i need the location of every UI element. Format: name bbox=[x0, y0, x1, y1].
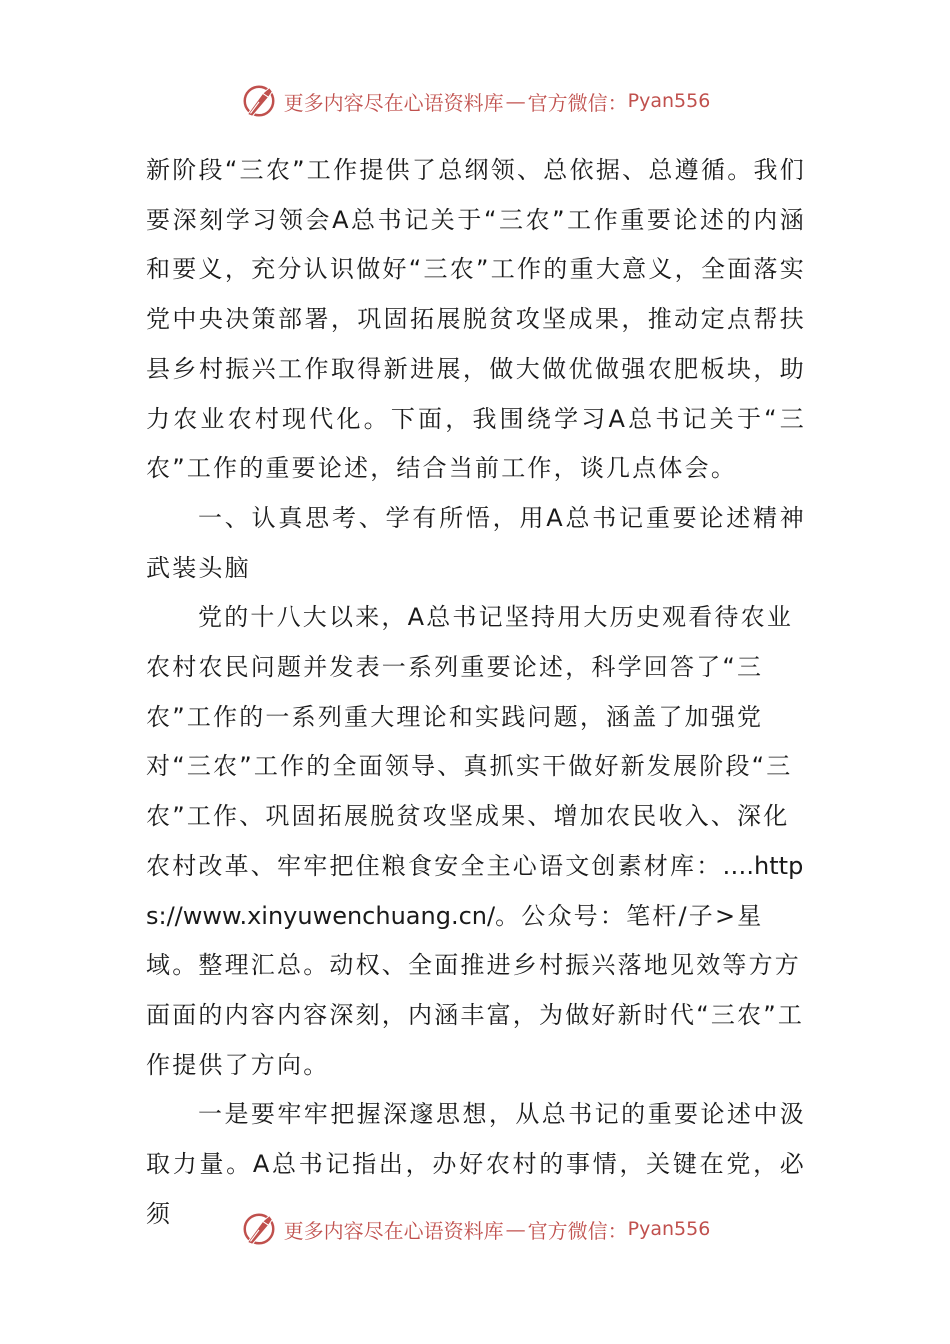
wechat-label: 官方微信： bbox=[527, 1218, 628, 1243]
paragraph-point-1: 一是要牢牢把握深邃思想，从总书记的重要论述中汲取力量。A总书记指出，办好农村的事情，关键在党，必须 bbox=[146, 1100, 806, 1228]
section-heading-1: 一、认真思考、学有所悟，用A总书记重要论述精神武装头脑 bbox=[146, 503, 806, 582]
footer-banner bbox=[0, 1209, 950, 1249]
paragraph-intro: 新阶段“三农”工作提供了总纲领、总依据、总遵循。我们要深刻学习领会A总书记关于“三农”工作重要论述的内涵和要义，充分认识做好“三农”工作的重大意义，全面落实党中央决策部署，巩固拓展脱贫攻坚成果，推动定点帮扶县乡村振兴工作取得新进展，做大做优做强农肥板块，助力农业农村现代化。下面，我围绕学习A总书记关于“三农”工作的重要论述，结合当前工作，谈几点体会。 bbox=[146, 156, 806, 483]
document-body bbox=[146, 146, 806, 1239]
banner-text: 更多内容尽在心语资料库 bbox=[283, 1218, 504, 1243]
header-banner bbox=[0, 81, 950, 121]
paragraph-text-part-1: 党的十八大以来，A总书记坚持用大历史观看待农业农村农民问题并发表一系列重要论述，科学回答了“三农”工作的一系列重大理论和实践问题，涵盖了加强党对“三农”工作的全面领导、真抓实干做好新发展阶段“三农”工作、巩固拓展脱贫攻坚成果、增加农民收入、深化农村改革、牢牢把住粮食安全主心语文创素材库： bbox=[146, 603, 794, 880]
pen-nib-logo-icon bbox=[240, 82, 278, 120]
paragraph-text-part-2: 。公众号：笔杆/子>星域。整理汇总。动权、全面推进乡村振兴落地见效等方方面面的内容内容深刻，内涵丰富，为做好新时代“三农”工作提供了方向。 bbox=[146, 901, 805, 1079]
banner-dash: — bbox=[505, 89, 526, 113]
banner-text: 更多内容尽在心语资料库 bbox=[283, 90, 504, 115]
wechat-label: 官方微信： bbox=[527, 90, 628, 115]
wechat-id: Pyan556 bbox=[627, 1218, 711, 1240]
paragraph-section-1 bbox=[146, 593, 806, 1090]
banner-dash: — bbox=[505, 1217, 526, 1241]
pen-nib-logo-icon bbox=[240, 1210, 278, 1248]
source-url: ….https://www.xinyuwenchuang.cn/ bbox=[146, 851, 804, 930]
wechat-id: Pyan556 bbox=[627, 90, 711, 112]
